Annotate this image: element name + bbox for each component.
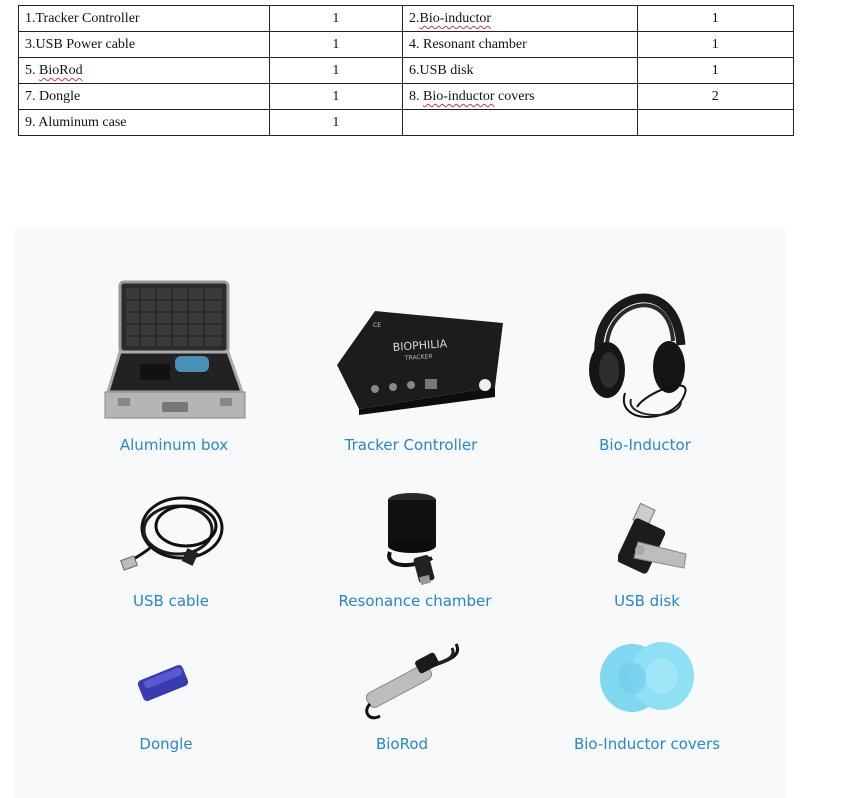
table-cell: 4. Resonant chamber <box>402 32 637 58</box>
tracker-controller-image <box>335 305 505 415</box>
table-cell: 6.USB disk <box>402 58 637 84</box>
table-cell: 1 <box>637 58 793 84</box>
table-row <box>19 32 794 58</box>
caption-resonance-chamber: Resonance chamber <box>338 592 492 610</box>
table-cell: 1 <box>269 58 402 84</box>
usb-disk-image <box>618 502 692 574</box>
resonance-chamber-image <box>380 492 450 587</box>
table-cell: 9. Aluminum case <box>19 110 270 136</box>
caption-bio-inductor: Bio-Inductor <box>599 436 691 454</box>
aluminum-box-image <box>100 280 248 425</box>
caption-tracker-controller: Tracker Controller <box>344 436 478 454</box>
table-cell: 3.USB Power cable <box>19 32 270 58</box>
bio-inductor-covers-image <box>598 640 698 716</box>
table-cell: 8. Bio-inductor covers <box>402 84 637 110</box>
table-cell: 2.Bio-inductor <box>402 6 637 32</box>
caption-aluminum-box: Aluminum box <box>119 436 229 454</box>
table-cell: 1 <box>269 32 402 58</box>
caption-usb-disk: USB disk <box>614 592 680 610</box>
parts-table <box>18 5 794 136</box>
table-cell: 1 <box>269 6 402 32</box>
table-cell-text: Bio-inductor <box>419 11 492 26</box>
svg-text:CE: CE <box>373 322 381 329</box>
table-row <box>19 110 794 136</box>
table-cell <box>402 110 637 136</box>
table-cell: 1 <box>269 110 402 136</box>
caption-biorod: BioRod <box>375 735 429 753</box>
table-row <box>19 84 794 110</box>
device-brand-text: BIOPHILIA <box>392 337 448 354</box>
table-row <box>19 58 794 84</box>
table-cell: 2 <box>637 84 793 110</box>
caption-dongle: Dongle <box>139 735 193 753</box>
bio-inductor-image <box>585 275 695 430</box>
table-cell-text: Bio-inductor <box>422 89 495 104</box>
table-cell-text: BioRod <box>39 63 83 78</box>
device-model-text: TRACKER <box>404 353 433 362</box>
biorod-image <box>356 638 471 726</box>
table-cell: 5. BioRod <box>19 58 270 84</box>
table-cell: 1 <box>637 32 793 58</box>
table-cell <box>637 110 793 136</box>
caption-usb-cable: USB cable <box>133 592 209 610</box>
dongle-image <box>133 660 195 708</box>
usb-cable-image <box>120 492 230 577</box>
table-cell: 1 <box>637 6 793 32</box>
caption-bio-inductor-covers: Bio-Inductor covers <box>573 735 721 753</box>
table-cell: 1 <box>269 84 402 110</box>
table-cell: 7. Dongle <box>19 84 270 110</box>
table-cell: 1.Tracker Controller <box>19 6 270 32</box>
table-row <box>19 6 794 32</box>
